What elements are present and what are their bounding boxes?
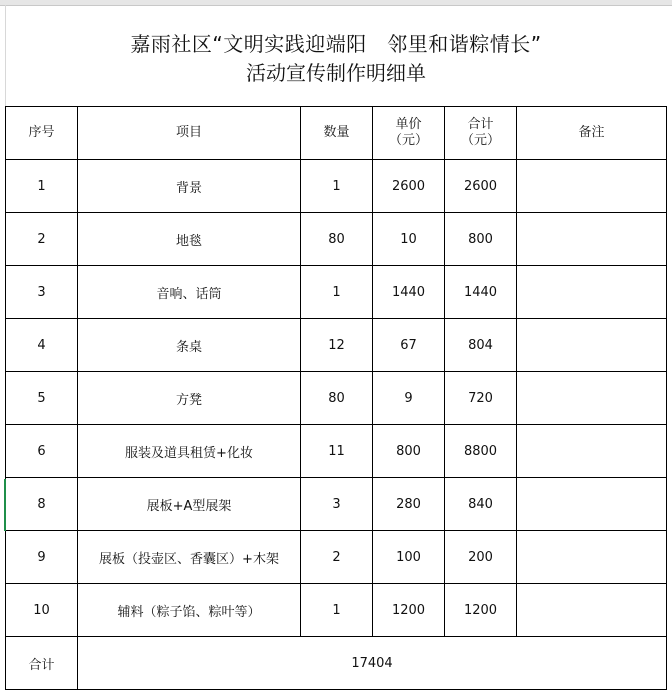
table-row — [6, 372, 667, 425]
header-price-line2: （元） — [388, 133, 428, 148]
header-price[interactable] — [373, 107, 445, 160]
column-header-strip — [0, 0, 672, 6]
cell-item[interactable]: 展板+A型展架 — [78, 478, 301, 531]
table-row — [6, 584, 667, 637]
title-line-2: 活动宣传制作明细单 — [246, 61, 426, 85]
cell-note[interactable] — [517, 425, 667, 478]
cell-total[interactable]: 200 — [445, 531, 517, 584]
total-row — [6, 637, 667, 690]
cell-note[interactable] — [517, 372, 667, 425]
cell-index[interactable]: 6 — [6, 425, 78, 478]
total-label[interactable]: 合计 — [6, 637, 78, 690]
cell-index[interactable]: 5 — [6, 372, 78, 425]
cell-price[interactable]: 800 — [373, 425, 445, 478]
table-row — [6, 160, 667, 213]
cell-note[interactable] — [517, 160, 667, 213]
cell-price[interactable]: 10 — [373, 213, 445, 266]
cell-index[interactable]: 9 — [6, 531, 78, 584]
cell-price[interactable]: 100 — [373, 531, 445, 584]
cell-index[interactable]: 1 — [6, 160, 78, 213]
cell-total[interactable]: 2600 — [445, 160, 517, 213]
cell-item[interactable]: 地毯 — [78, 213, 301, 266]
header-price-line1: 单价 — [395, 117, 422, 132]
cell-index[interactable]: 3 — [6, 266, 78, 319]
selected-row-marker — [4, 479, 6, 531]
table-row — [6, 425, 667, 478]
cell-total[interactable]: 1440 — [445, 266, 517, 319]
cell-total[interactable]: 8800 — [445, 425, 517, 478]
cell-note[interactable] — [517, 213, 667, 266]
header-total[interactable] — [445, 107, 517, 160]
header-index[interactable]: 序号 — [6, 107, 78, 160]
cell-item[interactable]: 音响、话筒 — [78, 266, 301, 319]
cell-index[interactable]: 8 — [6, 478, 78, 531]
cell-price[interactable]: 1200 — [373, 584, 445, 637]
cell-note[interactable] — [517, 531, 667, 584]
table-row — [6, 478, 667, 531]
cell-total[interactable]: 800 — [445, 213, 517, 266]
cell-item[interactable]: 背景 — [78, 160, 301, 213]
cell-qty[interactable]: 11 — [301, 425, 373, 478]
cell-price[interactable]: 9 — [373, 372, 445, 425]
cell-total[interactable]: 804 — [445, 319, 517, 372]
cell-price[interactable]: 280 — [373, 478, 445, 531]
cell-qty[interactable]: 12 — [301, 319, 373, 372]
sheet-title — [0, 30, 672, 87]
cell-note[interactable] — [517, 319, 667, 372]
cell-total[interactable]: 720 — [445, 372, 517, 425]
cell-item[interactable]: 辅料（粽子馅、粽叶等） — [78, 584, 301, 637]
cell-total[interactable]: 1200 — [445, 584, 517, 637]
cell-qty[interactable]: 2 — [301, 531, 373, 584]
cell-item[interactable]: 方凳 — [78, 372, 301, 425]
cell-qty[interactable]: 80 — [301, 213, 373, 266]
cell-qty[interactable]: 3 — [301, 478, 373, 531]
cell-price[interactable]: 1440 — [373, 266, 445, 319]
cell-qty[interactable]: 1 — [301, 266, 373, 319]
header-note[interactable]: 备注 — [517, 107, 667, 160]
cell-qty[interactable]: 1 — [301, 160, 373, 213]
header-row — [6, 107, 667, 160]
header-total-line1: 合计 — [467, 117, 494, 132]
cell-index[interactable]: 2 — [6, 213, 78, 266]
table-row — [6, 319, 667, 372]
cell-price[interactable]: 67 — [373, 319, 445, 372]
cell-item[interactable]: 条桌 — [78, 319, 301, 372]
table-row — [6, 531, 667, 584]
cell-item[interactable]: 展板（投壶区、香囊区）+木架 — [78, 531, 301, 584]
cell-note[interactable] — [517, 478, 667, 531]
title-line-1: 嘉雨社区“文明实践迎端阳 邻里和谐粽情长” — [130, 32, 542, 56]
cell-item[interactable]: 服装及道具租赁+化妆 — [78, 425, 301, 478]
cell-total[interactable]: 840 — [445, 478, 517, 531]
total-value[interactable]: 17404 — [78, 637, 667, 690]
cell-qty[interactable]: 80 — [301, 372, 373, 425]
detail-table — [5, 106, 667, 690]
cell-note[interactable] — [517, 266, 667, 319]
cell-note[interactable] — [517, 584, 667, 637]
table-row — [6, 213, 667, 266]
header-item[interactable]: 项目 — [78, 107, 301, 160]
cell-qty[interactable]: 1 — [301, 584, 373, 637]
table-row — [6, 266, 667, 319]
header-total-line2: （元） — [460, 133, 500, 148]
header-qty[interactable]: 数量 — [301, 107, 373, 160]
cell-index[interactable]: 10 — [6, 584, 78, 637]
cell-price[interactable]: 2600 — [373, 160, 445, 213]
cell-index[interactable]: 4 — [6, 319, 78, 372]
